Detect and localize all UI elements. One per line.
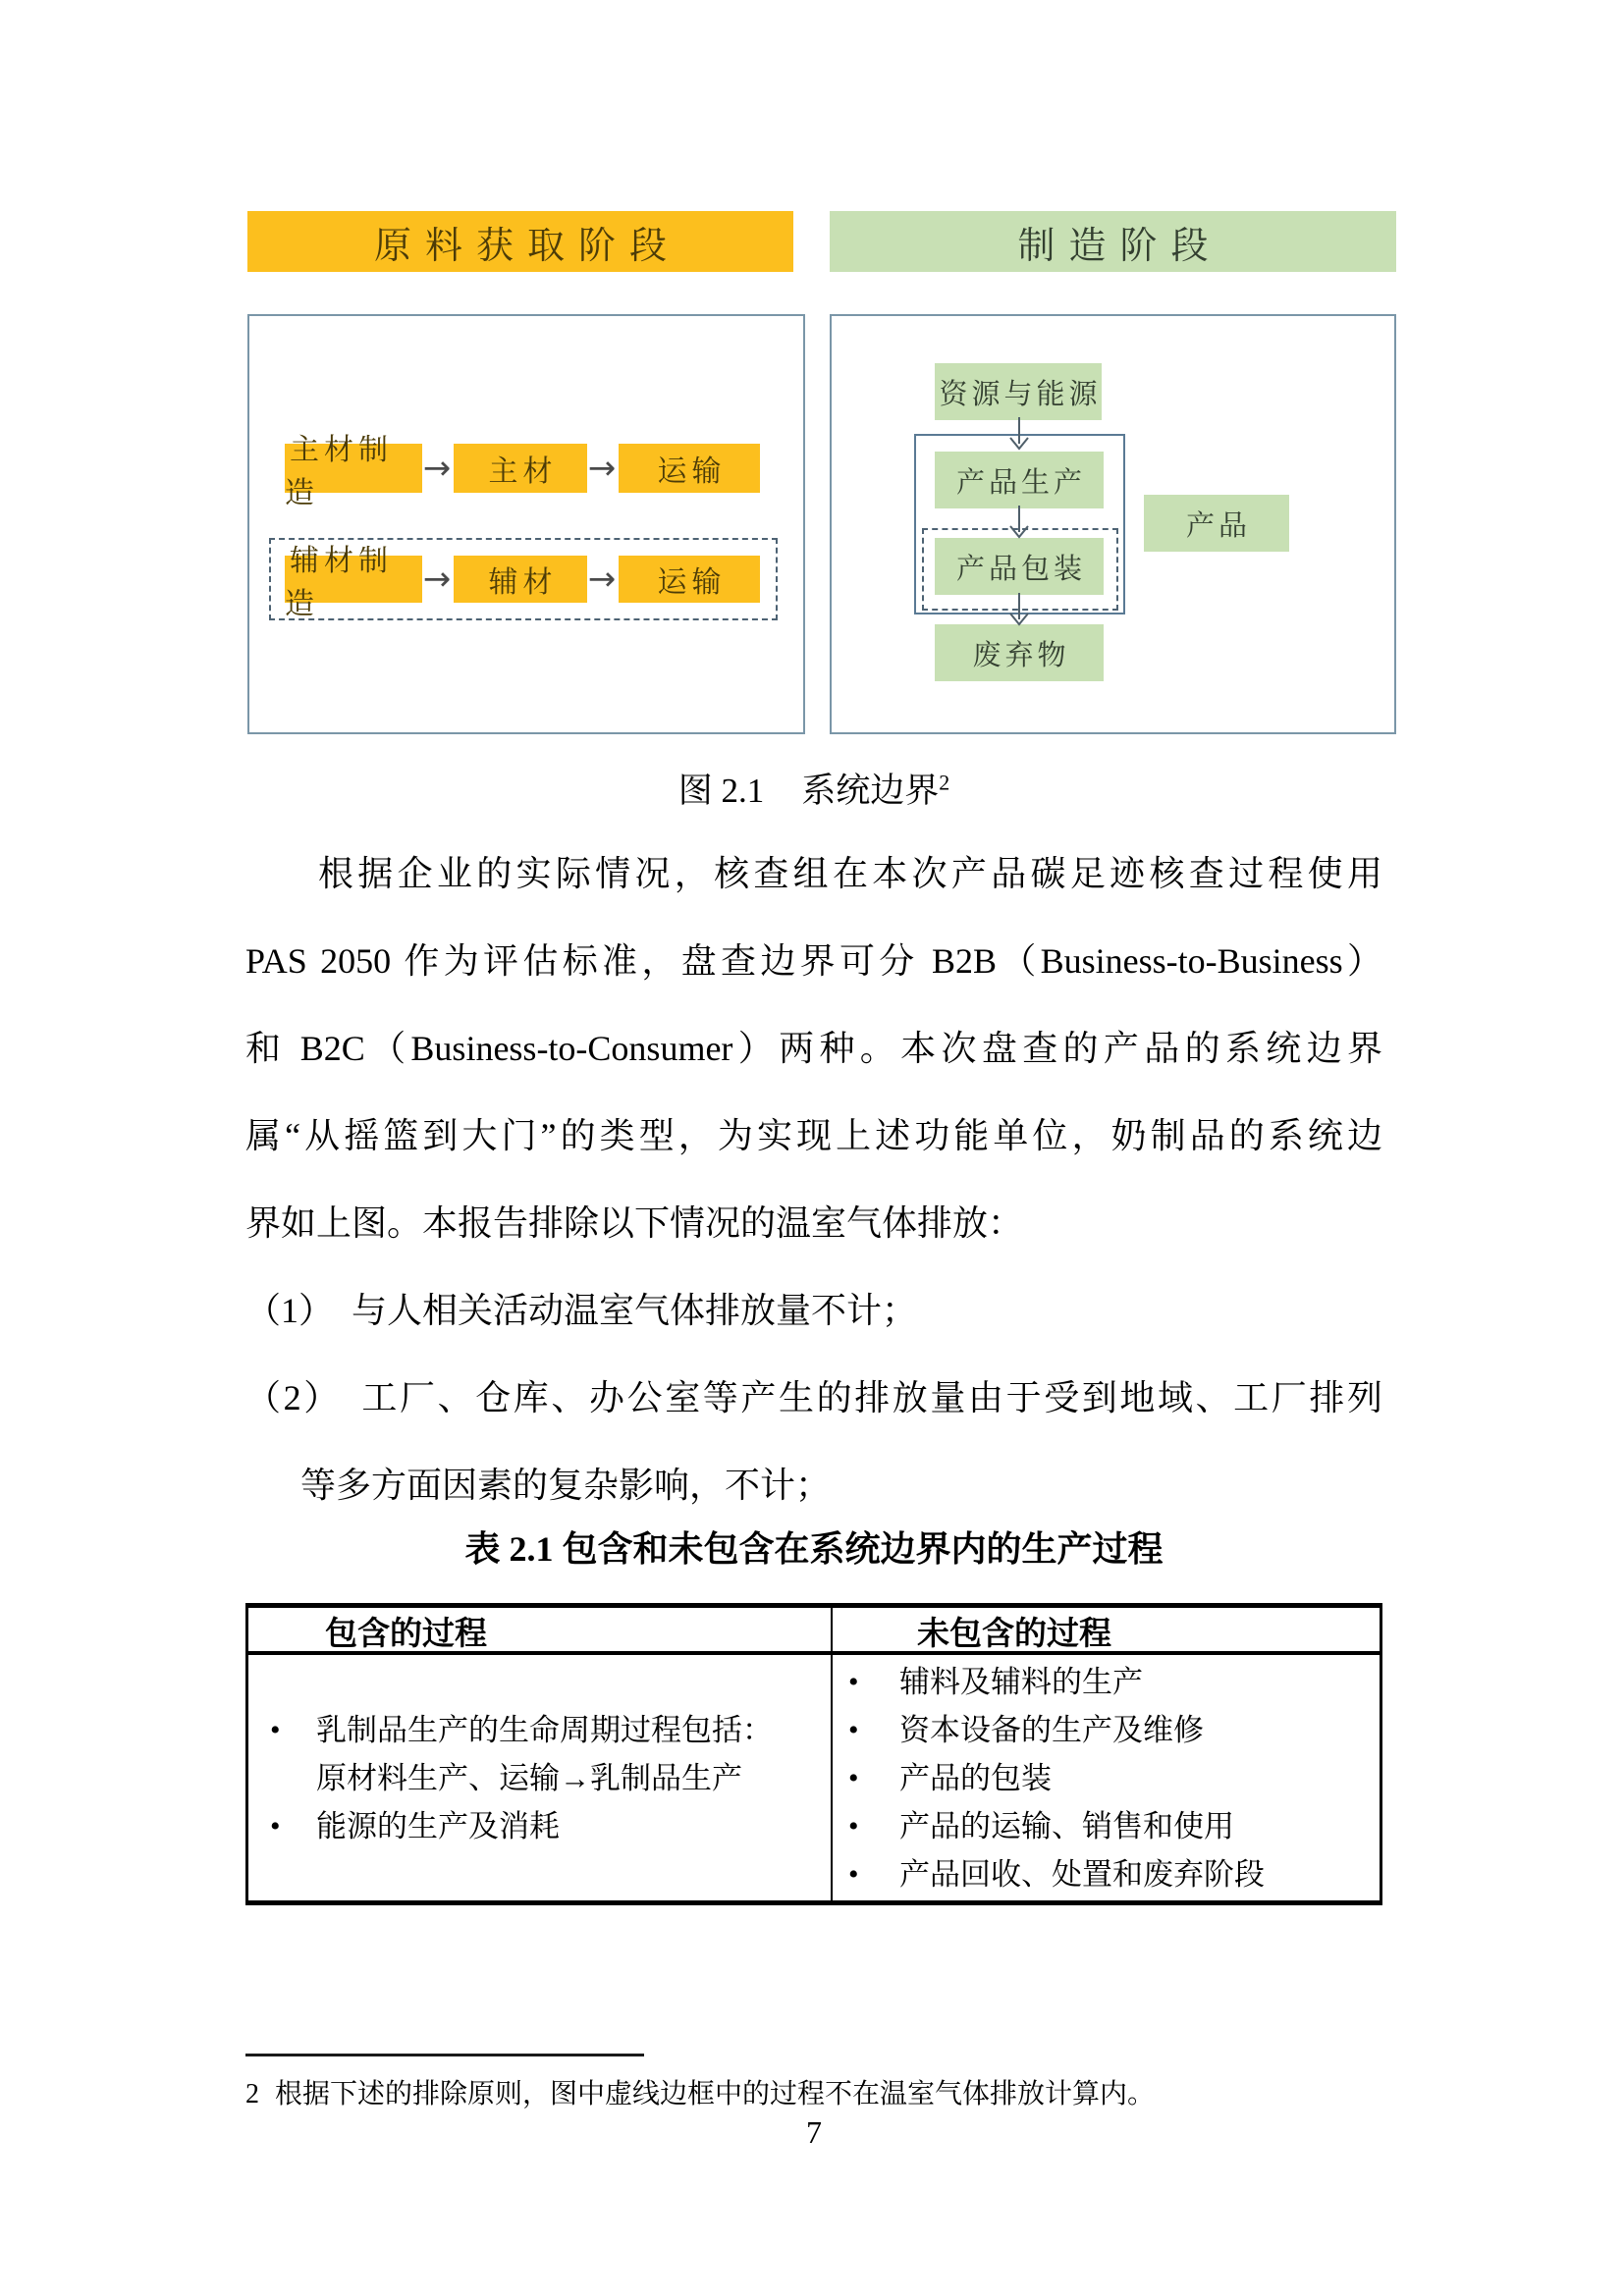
body-line: 界如上图。本报告排除以下情况的温室气体排放： (245, 1203, 1024, 1243)
box-product-packaging: 产品包装 (935, 538, 1104, 595)
stage-header-raw-material: 原料获取阶段 (247, 211, 793, 272)
excluded-item-text: 产品的运输、销售和使用 (899, 1808, 1234, 1843)
list-item-continuation (248, 1754, 831, 1802)
box-resources-energy: 资源与能源 (935, 363, 1102, 420)
down-arrow-icon (1007, 506, 1031, 545)
list-item (833, 1802, 1380, 1850)
excluded-item-text: 产品的包装 (899, 1760, 1052, 1795)
bullet-icon: • (270, 1713, 281, 1746)
down-arrow-icon (1007, 593, 1031, 632)
right-arrow-icon: → (587, 560, 617, 599)
bullet-icon: • (270, 1809, 281, 1842)
list-item (833, 1754, 1380, 1802)
cell-included-processes (248, 1655, 831, 1900)
box-main-material: 主材 (454, 444, 587, 493)
body-text (245, 830, 1382, 1529)
box-aux-material-manufacture: 辅材制造 (285, 556, 422, 603)
manufacturing-panel (830, 314, 1396, 734)
box-product-production: 产品生产 (935, 452, 1104, 508)
body-line: 属“从摇篮到大门”的类型，为实现上述功能单位，奶制品的系统边 (245, 1116, 1382, 1155)
included-item-text: 原材料生产、运输→乳制品生产 (316, 1760, 742, 1795)
table-body-row (248, 1655, 1380, 1900)
system-boundary-figure (247, 211, 1396, 738)
footnote (245, 2075, 1382, 2114)
box-main-material-manufacture: 主材制造 (285, 444, 422, 493)
table-header-included: 包含的过程 (325, 1617, 487, 1652)
bullet-icon: • (848, 1713, 859, 1746)
cell-excluded-processes (831, 1655, 1380, 1900)
box-aux-material: 辅材 (454, 556, 587, 603)
right-arrow-icon: → (422, 560, 452, 599)
system-boundary-table (245, 1603, 1382, 1905)
list-item (833, 1658, 1380, 1706)
bullet-icon: • (848, 1809, 859, 1842)
raw-material-panel (247, 314, 805, 734)
list-item (248, 1706, 831, 1754)
table-header-row (248, 1608, 1380, 1655)
list-item-1: （1） 与人相关活动温室气体排放量不计； (245, 1291, 918, 1330)
footnote-separator (245, 2054, 644, 2056)
included-item-text: 乳制品生产的生命周期过程包括： (316, 1712, 773, 1747)
footnote-marker: 2 (245, 2079, 259, 2109)
table-title: 表 2.1 包含和未包含在系统边界内的生产过程 (464, 1529, 1164, 1569)
right-arrow-icon: → (422, 449, 452, 488)
footnote-reference: 2 (939, 770, 950, 795)
list-item-2: （2） 工厂、仓库、办公室等产生的排放量由于受到地域、工厂排列 (245, 1378, 1382, 1417)
page-number: 7 (806, 2114, 822, 2150)
excluded-item-text: 资本设备的生产及维修 (899, 1712, 1204, 1747)
body-line: 和 B2C（Business-to-Consumer）两种。本次盘查的产品的系统边界 (245, 1029, 1382, 1068)
list-item (833, 1850, 1380, 1898)
figure-caption-title: 系统边界 (801, 772, 940, 810)
box-transport-main: 运输 (619, 444, 760, 493)
figure-caption (245, 764, 1382, 813)
box-product: 产品 (1144, 495, 1289, 552)
body-line: PAS 2050 作为评估标准，盘查边界可分 B2B（Business-to-Business） (245, 941, 1382, 981)
figure-caption-number: 图 2.1 (677, 772, 765, 810)
included-item-text: 能源的生产及消耗 (316, 1808, 560, 1843)
table-header-excluded: 未包含的过程 (831, 1608, 1380, 1654)
box-transport-aux: 运输 (619, 556, 760, 603)
box-waste: 废弃物 (935, 624, 1104, 681)
excluded-item-text: 产品回收、处置和废弃阶段 (899, 1856, 1265, 1892)
list-item-2-continued: 等多方面因素的复杂影响，不计； (300, 1466, 832, 1505)
list-item (248, 1802, 831, 1850)
bullet-icon: • (848, 1857, 859, 1891)
list-item (833, 1706, 1380, 1754)
excluded-item-text: 辅料及辅料的生产 (899, 1664, 1143, 1699)
bullet-icon: • (848, 1665, 859, 1698)
down-arrow-icon (1007, 417, 1031, 456)
body-line: 根据企业的实际情况，核查组在本次产品碳足迹核查过程使用 (318, 854, 1382, 893)
right-arrow-icon: → (587, 449, 617, 488)
stage-header-manufacturing: 制造阶段 (830, 211, 1396, 272)
footnote-text: 根据下述的排除原则，图中虚线边框中的过程不在温室气体排放计算内。 (275, 2079, 1156, 2109)
bullet-icon: • (848, 1761, 859, 1794)
